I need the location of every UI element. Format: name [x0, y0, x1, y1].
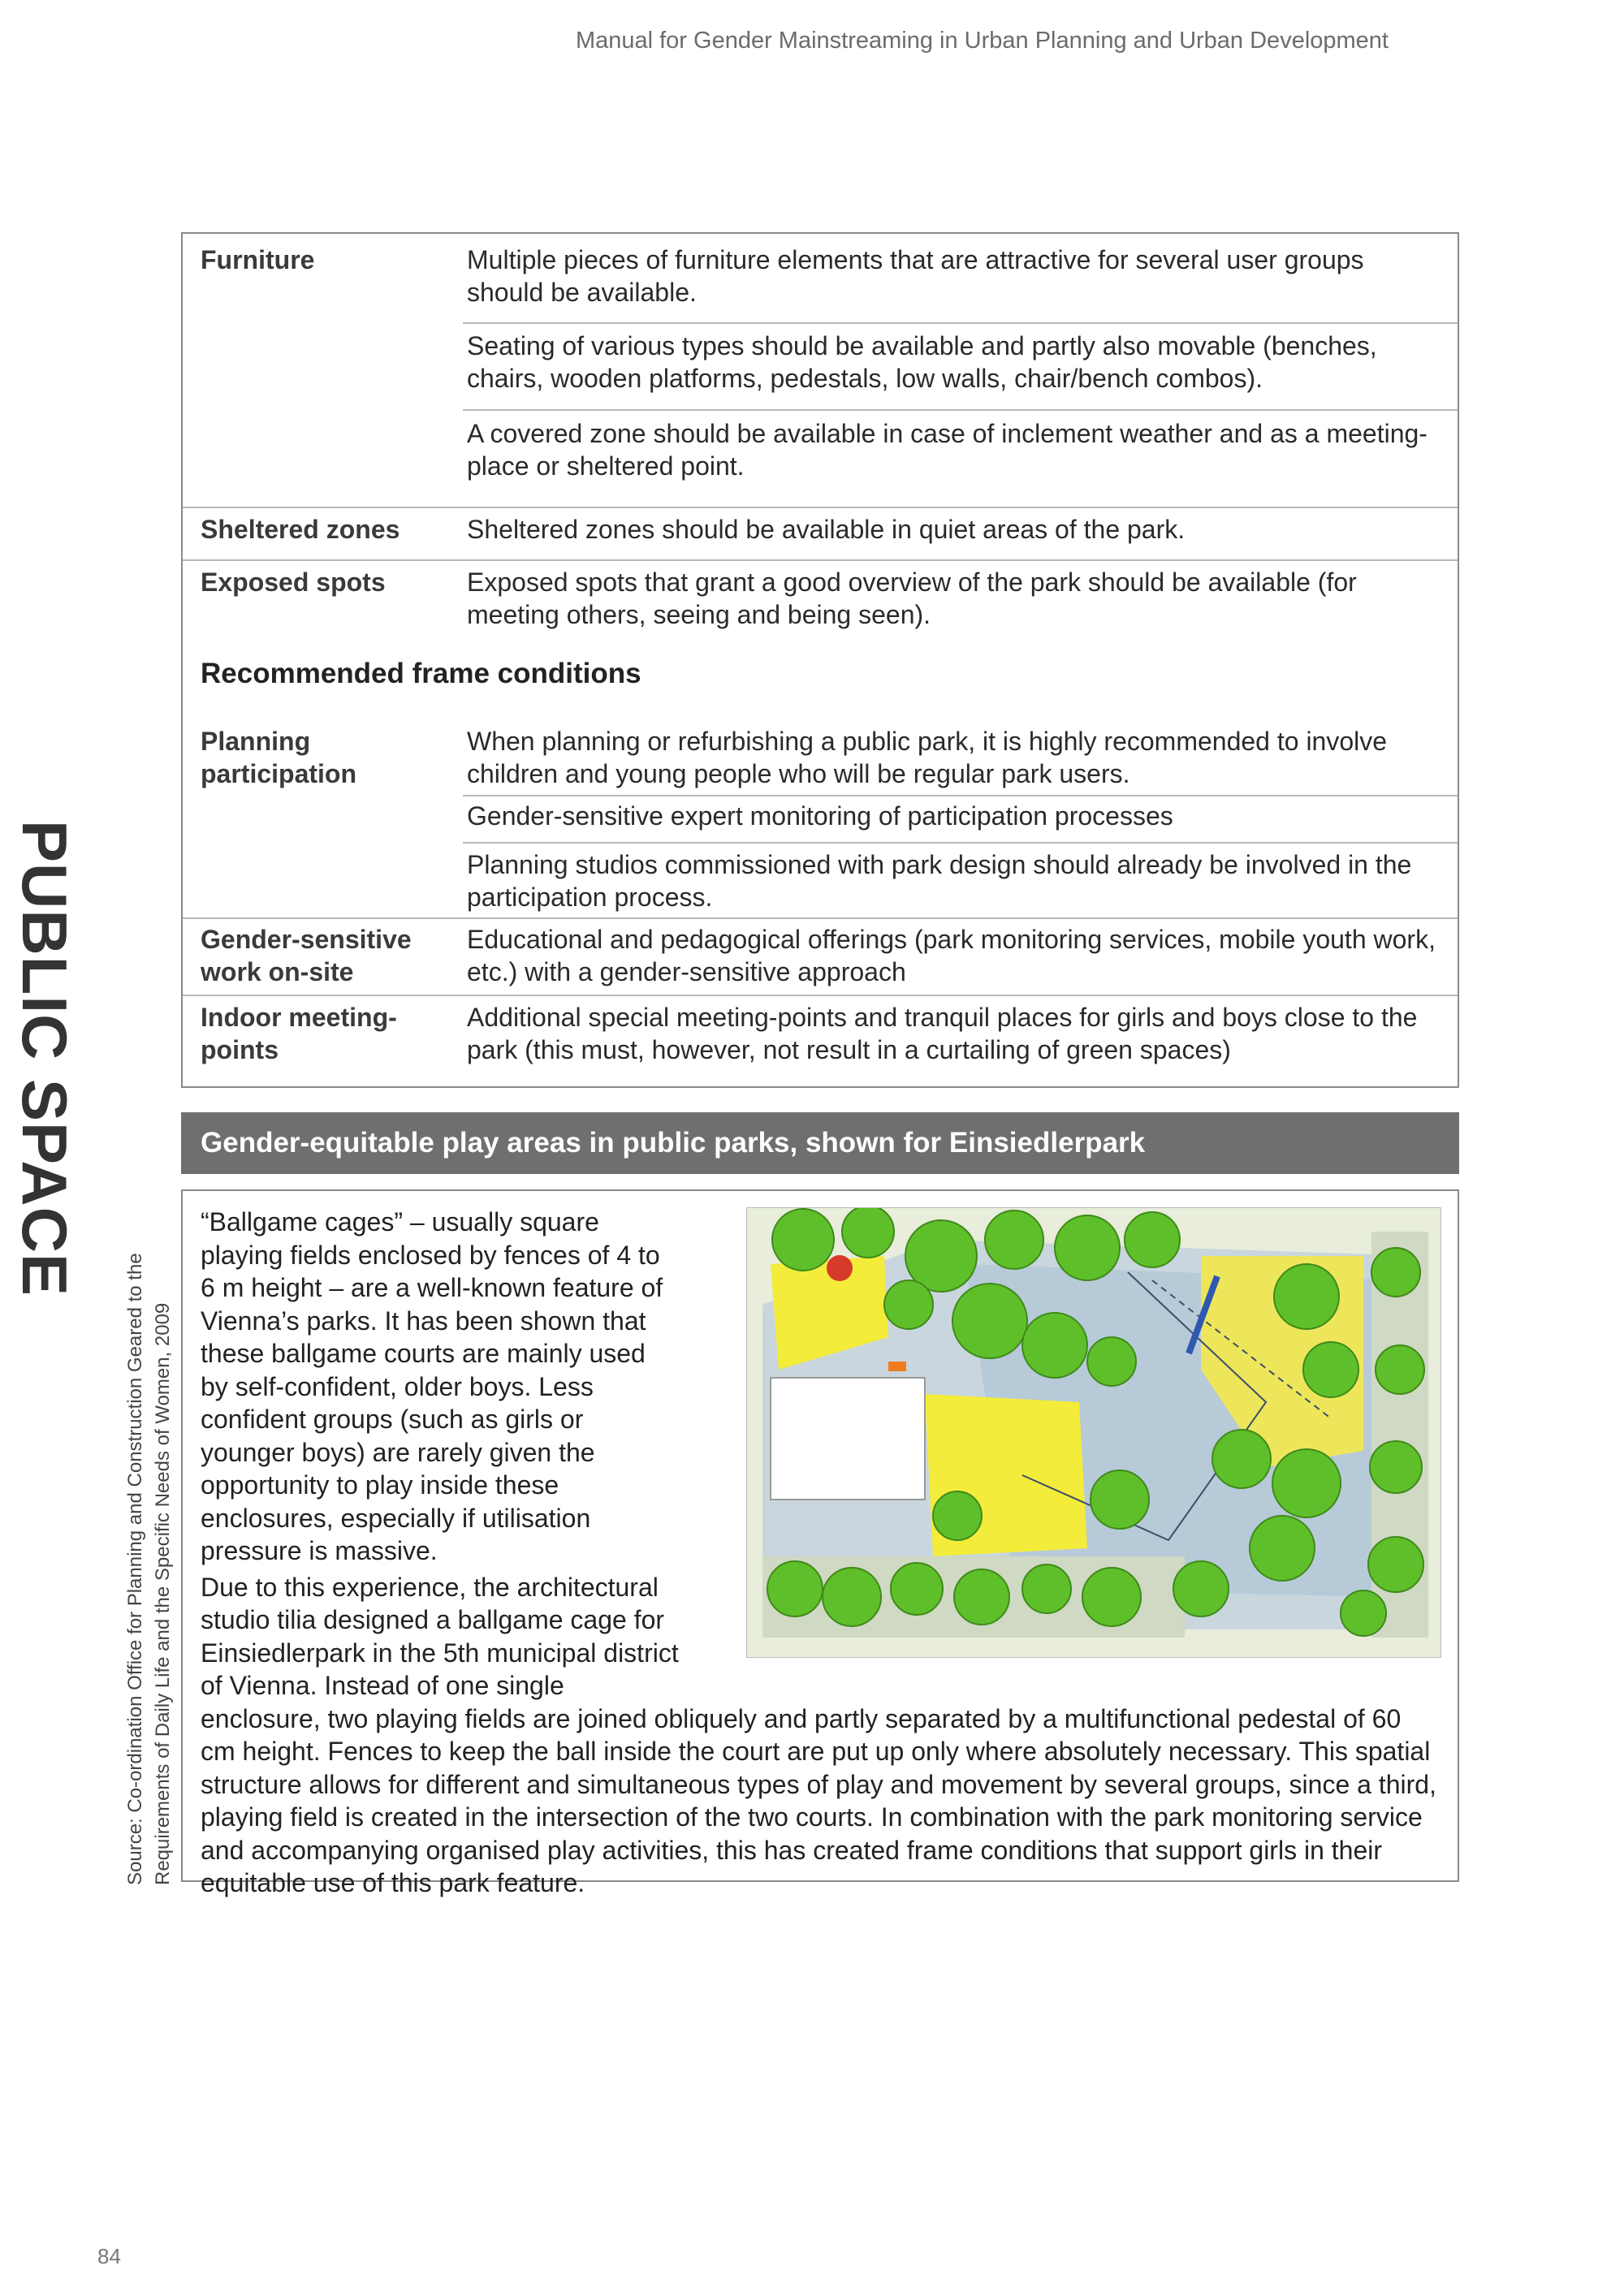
cell-text: Gender-sensitive expert monitoring of participation processes	[467, 801, 1173, 831]
row-divider	[463, 409, 1458, 411]
row-divider	[463, 842, 1458, 844]
section-title: Recommended frame conditions	[201, 658, 641, 689]
cell-text: When planning or refurbishing a public park, it is highly recommended to involve children and young people who will be regular park users.	[467, 727, 1388, 788]
cell-text: Exposed spots that grant a good overview of the park should be available (for meeting others, seeing and being seen).	[467, 568, 1357, 629]
case-study-box	[181, 1189, 1459, 1897]
cell-text: Educational and pedagogical offerings (park monitoring services, mobile youth work, etc.) with a gender-sensitive approach	[467, 925, 1436, 986]
row-label-indoor-meeting-points: Indoor meeting-points	[201, 1003, 397, 1064]
row-divider	[183, 507, 1458, 508]
cell-text: Planning studios commissioned with park design should already be involved in the participation process.	[467, 850, 1412, 912]
row-divider	[463, 322, 1458, 324]
running-header: Manual for Gender Mainstreaming in Urban Planning and Urban Development	[575, 28, 1389, 54]
cell-text: A covered zone should be available in case of inclement weather and as a meeting-place or sheltered point.	[467, 419, 1427, 481]
cell-text: Additional special meeting-points and tranquil places for girls and boys close to the park (this must, however, not result in a curtailing of green spaces)	[467, 1003, 1418, 1064]
row-label-gender-sensitive-work: Gender-sensitive work on-site	[201, 925, 412, 986]
requirements-table	[181, 232, 1459, 1088]
cell-text: Sheltered zones should be available in quiet areas of the park.	[467, 515, 1186, 544]
case-paragraph: “Ballgame cages” – usually square playing fields enclosed by fences of 4 to 6 m height – are a well-known feature of Vienna’s parks. It has been shown that these ballgame courts are mainly used by self-confident, older boys. Less confident groups (such as girls or younger boys) are rarely given the opportunity to play inside these enclosures, especially if utilisation pressure is massive.	[201, 1207, 663, 1565]
row-divider	[183, 559, 1458, 561]
source-note	[122, 1179, 177, 1885]
row-label-sheltered-zones: Sheltered zones	[201, 515, 400, 544]
source-line: Requirements of Daily Life and the Specific Needs of Women, 2009	[152, 1302, 174, 1885]
cell-text: Seating of various types should be available and partly also movable (benches, chairs, wooden platforms, pedestals, low walls, chair/bench combos).	[467, 331, 1377, 393]
row-divider	[183, 995, 1458, 996]
case-study-title: Gender-equitable play areas in public parks, shown for Einsiedlerpark	[181, 1112, 1459, 1174]
chapter-title: PUBLIC SPACE	[9, 820, 80, 1297]
cell-text: Multiple pieces of furniture elements that are attractive for several user groups should be available.	[467, 245, 1364, 307]
row-divider	[463, 795, 1458, 796]
row-label-planning-participation: Planning participation	[201, 727, 357, 788]
row-label-exposed-spots: Exposed spots	[201, 568, 386, 597]
row-label-furniture: Furniture	[201, 245, 315, 274]
source-line: Source: Co-ordination Office for Planning and Construction Geared to the	[124, 1253, 146, 1885]
case-paragraph: Due to this experience, the architectural studio tilia designed a ballgame cage for Einsiedlerpark in the 5th municipal district of Vienna. Instead of one single enclosure, two playing fields are joined obliquely and partly separated by a multifunctional pedestal of 60 cm height. Fences to keep the ball inside the court are put up only where absolutely necessary. This spatial structure allows for different and simultaneous types of play and movement by several groups, since a third, playing field is created in the intersection of the two courts. In combination with the park monitoring service and accompanying organised play activities, this has created frame conditions that support girls in their equitable use of this park feature.	[201, 1572, 1436, 1897]
row-divider	[183, 917, 1458, 919]
page-number: 84	[97, 2244, 121, 2268]
park-site-plan-image	[746, 1207, 1441, 1658]
